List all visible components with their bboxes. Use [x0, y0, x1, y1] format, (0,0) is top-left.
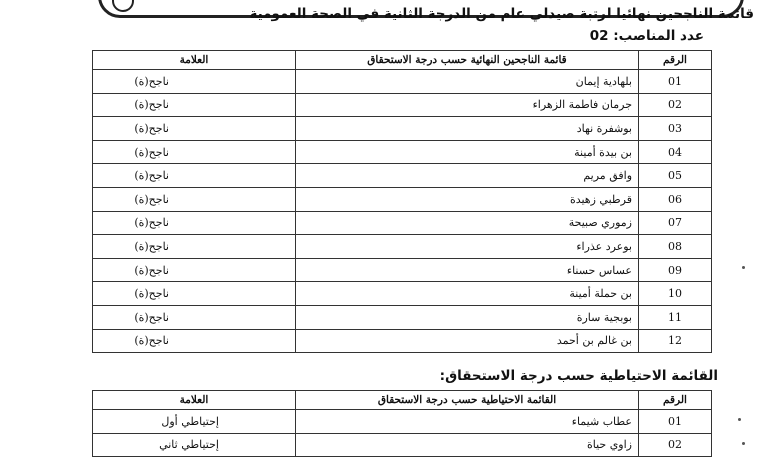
table-row [93, 329, 712, 353]
candidate-name: بن بيدة أمينة [296, 140, 639, 164]
candidate-name: عساس حسناء [296, 258, 639, 282]
row-number: 02 [639, 433, 712, 457]
table-row [93, 117, 712, 141]
table-header-row [93, 51, 712, 70]
row-number: 11 [639, 305, 712, 329]
candidate-name: بوشفرة نهاد [296, 117, 639, 141]
candidate-mark-cell [93, 140, 296, 164]
table-row [93, 187, 712, 211]
table-row [93, 140, 712, 164]
row-number: 01 [639, 410, 712, 434]
candidate-mark: ناجح(ة) [134, 192, 169, 206]
candidate-mark-cell [93, 235, 296, 259]
header-name: القائمة الاحتياطية حسب درجة الاستحقاق [296, 391, 639, 410]
candidate-mark: ناجح(ة) [134, 334, 169, 348]
table-row [93, 211, 712, 235]
candidate-mark-cell [93, 258, 296, 282]
candidate-mark-cell [93, 433, 296, 457]
candidate-name: بلهادية إيمان [296, 70, 639, 94]
row-number: 01 [639, 70, 712, 94]
candidate-name: قرطبي زهيدة [296, 187, 639, 211]
successful-candidates-table [92, 50, 712, 353]
row-number: 02 [639, 93, 712, 117]
candidate-name: بن حملة أمينة [296, 282, 639, 306]
candidate-name: جرمان فاطمة الزهراء [296, 93, 639, 117]
row-number: 04 [639, 140, 712, 164]
candidate-mark-cell [93, 211, 296, 235]
table-row [93, 258, 712, 282]
candidate-mark-cell [93, 70, 296, 94]
header-mark: العلامة [93, 51, 296, 70]
candidate-mark-cell [93, 329, 296, 353]
posts-count: عدد المناصب: 02 [589, 28, 704, 44]
candidate-mark: ناجح(ة) [134, 263, 169, 277]
candidate-name: بوعرد عذراء [296, 235, 639, 259]
header-number: الرقم [639, 391, 712, 410]
row-number: 07 [639, 211, 712, 235]
candidate-mark-cell [93, 164, 296, 188]
document-title: قائمة الناجحين نهائيا لرتبة صيدلي عام من الدرجة الثانية في الصحة العمومية [249, 6, 754, 22]
candidate-name: زموري صبيحة [296, 211, 639, 235]
header-mark: العلامة [93, 391, 296, 410]
candidate-mark: ناجح(ة) [134, 145, 169, 159]
candidate-mark-cell [93, 93, 296, 117]
candidate-mark: ناجح(ة) [134, 121, 169, 135]
scan-speck [738, 418, 741, 421]
header-number: الرقم [639, 51, 712, 70]
candidate-mark: إحتياطي أول [161, 414, 219, 428]
table-row [93, 235, 712, 259]
candidate-name: وافق مريم [296, 164, 639, 188]
row-number: 06 [639, 187, 712, 211]
candidate-mark: ناجح(ة) [134, 287, 169, 301]
scan-speck [742, 442, 745, 445]
candidate-mark-cell [93, 187, 296, 211]
candidate-mark: إحتياطي ثاني [159, 438, 219, 452]
row-number: 12 [639, 329, 712, 353]
candidate-mark: ناجح(ة) [134, 239, 169, 253]
table-row [93, 70, 712, 94]
row-number: 10 [639, 282, 712, 306]
row-number: 03 [639, 117, 712, 141]
table-header-row [93, 391, 712, 410]
table-row [93, 433, 712, 457]
candidate-name: بوبجية سارة [296, 305, 639, 329]
candidate-mark-cell [93, 305, 296, 329]
candidate-mark-cell [93, 410, 296, 434]
reserve-candidates-table [92, 390, 712, 457]
candidate-name: بن غالم بن أحمد [296, 329, 639, 353]
table-row [93, 282, 712, 306]
table-row [93, 410, 712, 434]
row-number: 09 [639, 258, 712, 282]
table-row [93, 93, 712, 117]
row-number: 08 [639, 235, 712, 259]
reserve-candidates-body [93, 410, 712, 457]
candidate-mark: ناجح(ة) [134, 216, 169, 230]
candidate-mark: ناجح(ة) [134, 169, 169, 183]
candidate-name: زاوي حياة [296, 433, 639, 457]
header-name: قائمة الناجحين النهائية حسب درجة الاستحقاق [296, 51, 639, 70]
reserve-list-title: القائمة الاحتياطية حسب درجة الاستحقاق: [439, 368, 718, 384]
candidate-mark: ناجح(ة) [134, 98, 169, 112]
row-number: 05 [639, 164, 712, 188]
candidate-name: عطاب شيماء [296, 410, 639, 434]
scan-speck [742, 266, 745, 269]
candidate-mark: ناجح(ة) [134, 74, 169, 88]
candidate-mark-cell [93, 282, 296, 306]
table-row [93, 164, 712, 188]
candidate-mark: ناجح(ة) [134, 310, 169, 324]
candidate-mark-cell [93, 117, 296, 141]
table-row [93, 305, 712, 329]
successful-candidates-body [93, 70, 712, 353]
